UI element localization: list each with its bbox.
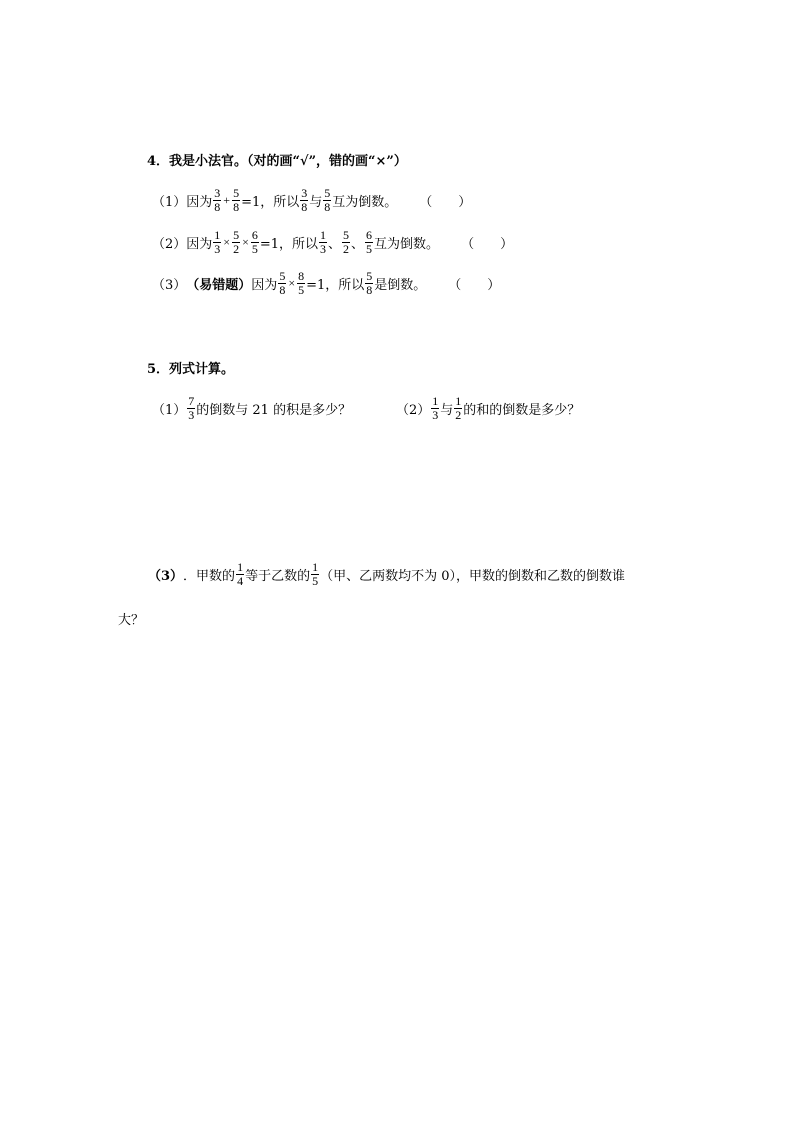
numerator: 5 [366, 268, 373, 283]
question-4-heading-text: 4．我是小法官。（对的画“√”，错的画“×”） [147, 153, 407, 169]
q5-item-1 [152, 390, 351, 426]
equals-text: =1，所以 [259, 236, 319, 252]
numerator: 6 [251, 227, 258, 242]
denominator: 5 [298, 282, 305, 297]
fraction [251, 229, 259, 256]
numerator: 1 [214, 227, 221, 242]
denominator: 8 [366, 282, 373, 297]
statement-tail: 互为倒数。 [374, 236, 440, 252]
statement-tail: 互为倒数。 [332, 194, 398, 210]
q5-item-3-wrap-text: 大？ [118, 612, 145, 628]
fraction [365, 229, 373, 256]
q5-item-3-mid: 等于乙数的 [245, 568, 311, 584]
statement-tail: 是倒数。 [374, 277, 427, 293]
fraction [213, 229, 221, 256]
numerator: 5 [279, 268, 286, 283]
q5-item-3-lead: ．甲数的 [183, 568, 236, 584]
question-4-heading [147, 141, 407, 177]
denominator: 3 [432, 407, 439, 422]
fraction [300, 187, 308, 214]
equals-text: =1，所以 [241, 194, 300, 210]
connector-text: 与 [440, 402, 454, 418]
numerator: 3 [301, 185, 308, 200]
denominator: 3 [320, 241, 327, 256]
q5-item-2-question: 的和的倒数是多少？ [463, 402, 581, 418]
denominator: 8 [301, 199, 308, 214]
q5-item-2 [396, 390, 580, 426]
fraction [213, 187, 221, 214]
denominator: 2 [233, 241, 240, 256]
equals-text: =1，所以 [306, 277, 365, 293]
fraction [187, 395, 195, 422]
numerator: 7 [188, 393, 195, 408]
error-prone-note: （易错题） [186, 277, 252, 293]
q5-item-1-label: （1） [152, 402, 187, 418]
numerator: 1 [320, 227, 327, 242]
denominator: 4 [237, 573, 244, 588]
q5-item-3 [148, 556, 625, 592]
numerator: 8 [298, 268, 305, 283]
numerator: 1 [455, 393, 462, 408]
q4-item-3-label: （3） [152, 277, 187, 293]
fraction [278, 270, 286, 297]
fraction [311, 561, 319, 588]
fraction [454, 395, 462, 422]
q5-item-2-label: （2） [396, 402, 431, 418]
fraction [431, 395, 439, 422]
question-5-heading [147, 349, 234, 385]
fraction [342, 229, 350, 256]
numerator: 1 [432, 393, 439, 408]
denominator: 8 [233, 199, 240, 214]
fraction [319, 229, 327, 256]
because-text: 因为 [251, 277, 278, 293]
fraction [365, 270, 373, 297]
q4-item-1 [152, 182, 471, 218]
separator: 、 [328, 236, 342, 252]
q5-item-3-label: （3） [148, 568, 184, 584]
q4-item-2 [152, 224, 513, 260]
numerator: 5 [343, 227, 350, 242]
numerator: 5 [233, 185, 240, 200]
denominator: 8 [279, 282, 286, 297]
numerator: 1 [312, 559, 319, 574]
numerator: 5 [233, 227, 240, 242]
numerator: 3 [214, 185, 221, 200]
connector-text: 与 [309, 194, 323, 210]
denominator: 5 [366, 241, 373, 256]
answer-blank[interactable]: （ ） [461, 236, 514, 252]
fraction [236, 561, 244, 588]
times-operator: × [223, 234, 231, 249]
denominator: 2 [455, 407, 462, 422]
fraction [297, 270, 305, 297]
answer-blank[interactable]: （ ） [419, 194, 472, 210]
answer-blank[interactable]: （ ） [448, 277, 501, 293]
q5-item-3-question: （甲、乙两数均不为 0），甲数的倒数和乙数的倒数谁 [320, 568, 625, 584]
q5-item-3-wrap [118, 600, 144, 636]
denominator: 8 [324, 199, 331, 214]
q5-item-1-question: 的倒数与 21 的积是多少？ [196, 402, 352, 418]
plus-operator: + [223, 192, 231, 207]
fraction [232, 229, 240, 256]
q4-item-2-label: （2）因为 [152, 236, 213, 252]
denominator: 3 [214, 241, 221, 256]
q4-item-1-label: （1）因为 [152, 194, 213, 210]
numerator: 6 [366, 227, 373, 242]
question-5-heading-text: 5．列式计算。 [147, 361, 235, 377]
numerator: 5 [324, 185, 331, 200]
times-operator: × [242, 234, 249, 249]
fraction [323, 187, 331, 214]
times-operator: × [288, 275, 296, 290]
numerator: 1 [237, 559, 244, 574]
q4-item-3 [152, 265, 500, 301]
denominator: 5 [251, 241, 258, 256]
separator: 、 [351, 236, 365, 252]
denominator: 3 [188, 407, 195, 422]
denominator: 8 [214, 199, 221, 214]
denominator: 2 [343, 241, 350, 256]
fraction [232, 187, 240, 214]
denominator: 5 [312, 573, 319, 588]
